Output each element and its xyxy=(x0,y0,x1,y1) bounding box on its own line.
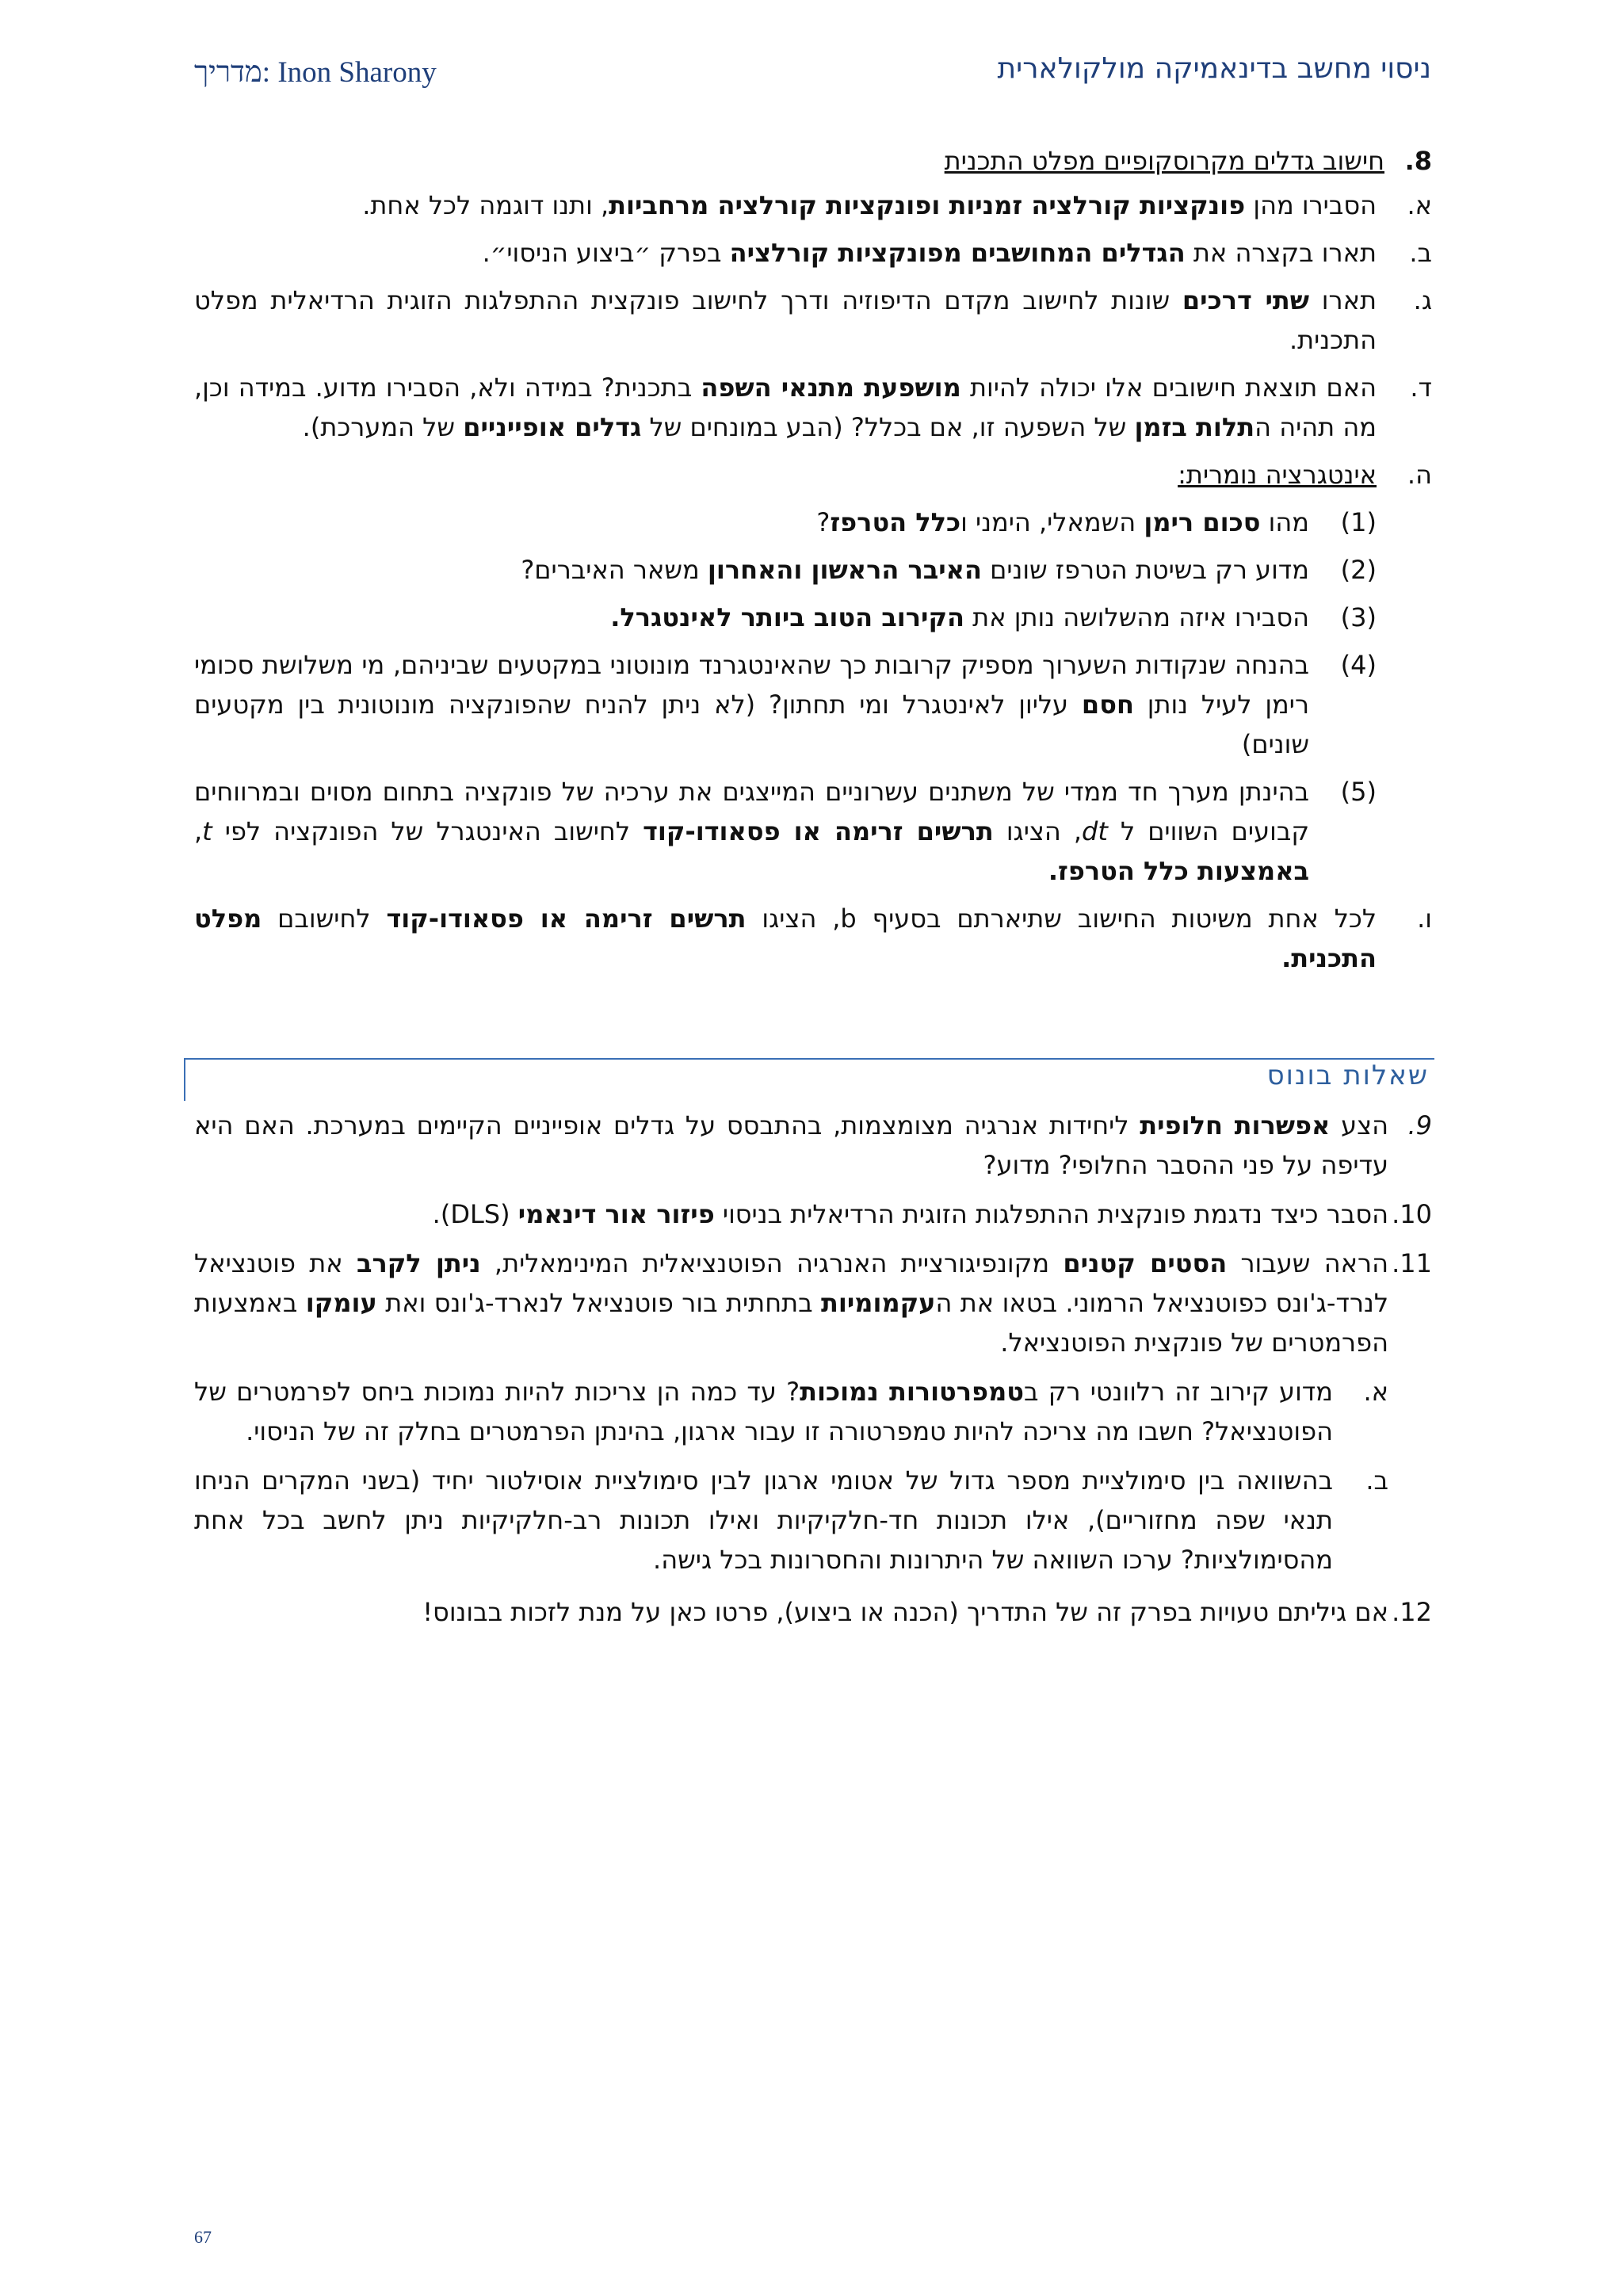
text: עליון לאינטגרל ומי תחתון? (לא ניתן להניח שהפונקציה מונוטונית בין מקטעים שונים) xyxy=(194,690,1309,759)
text: את פוטנציאל לנרד-ג'ונס כפוטנציאל הרמוני. בטאו את ה xyxy=(194,1248,1389,1318)
subitem-marker: (2) xyxy=(1340,555,1377,585)
question-11-b xyxy=(194,1461,1388,1580)
subquestion-marker: ב. xyxy=(1365,1465,1388,1496)
bold-text: תרשים זרימה או פסאודו-קוד xyxy=(386,904,747,934)
item-marker: ב. xyxy=(1409,238,1432,268)
subitem-marker: (4) xyxy=(1340,650,1377,680)
bold-text: סכום רימן xyxy=(1144,507,1261,537)
section-8 xyxy=(194,141,1432,986)
item-text xyxy=(194,899,1377,978)
question-number: 9. xyxy=(1407,1110,1432,1140)
subitem-4 xyxy=(194,645,1377,764)
item-title: אינטגרציה נומרית: xyxy=(1178,460,1377,490)
text: ליחידות אנרגיה מצומצמות, בהתבסס על גדלים אופייניים הקיימים במערכת. האם היא עדיפה על פני ההסבר החלופי? מדוע? xyxy=(194,1110,1388,1180)
question-9 xyxy=(194,1106,1432,1185)
text: השמאלי, הימני ו xyxy=(960,507,1144,537)
bold-text: הסטים קטנים xyxy=(1063,1248,1228,1278)
text: בפרק ״ביצוע הניסוי״. xyxy=(482,238,730,268)
question-11 xyxy=(194,1244,1432,1362)
text: הצע xyxy=(1330,1110,1389,1140)
text: של המערכת). xyxy=(302,412,464,442)
subitem-5 xyxy=(194,772,1377,891)
bold-text: פיזור אור דינאמי xyxy=(517,1199,715,1229)
bold-text: חסם xyxy=(1081,690,1134,720)
subitem-text xyxy=(194,502,1309,542)
text: משאר האיברים? xyxy=(521,555,708,585)
bold-text: עקמומיות xyxy=(821,1288,936,1318)
bold-text: עומקו xyxy=(305,1288,377,1318)
bold-text: אפשרות חלופית xyxy=(1140,1110,1331,1140)
text: בהינתן מערך חד ממדי של משתנים עשרוניים המייצגים את ערכיה של פונקציה בתחום מסוים ובמרווחים קבועים השווים ל xyxy=(194,777,1310,846)
bold-text: הקירוב הטוב ביותר לאינטגרל. xyxy=(610,602,964,632)
page-number: 67 xyxy=(194,2227,212,2247)
question-number: 11. xyxy=(1392,1248,1432,1278)
header-course-title: ניסוי מחשב בדינאמיקה מולקולארית xyxy=(997,52,1431,85)
question-12 xyxy=(194,1592,1432,1632)
item-c xyxy=(194,281,1432,360)
item-text xyxy=(194,233,1377,273)
text: מקונפיגורציית האנרגיה הפוטנציאלית המינימאלית, xyxy=(480,1248,1064,1278)
question-11-a xyxy=(194,1372,1388,1451)
text: של השפעה זו, אם בכלל? (הבע במונחים של xyxy=(641,412,1135,442)
subitem-2 xyxy=(194,550,1377,590)
item-a xyxy=(194,185,1432,225)
question-10 xyxy=(194,1194,1432,1234)
subitem-text xyxy=(194,645,1309,764)
section-number: 8. xyxy=(1404,146,1432,176)
subitem-marker: (1) xyxy=(1340,507,1377,537)
text: מדוע רק בשיטת הטרפז שונים xyxy=(981,555,1309,585)
item-marker: ו. xyxy=(1417,904,1432,934)
bold-text: מושפעת מתנאי השפה xyxy=(701,372,961,403)
bold-text: טמפרטורות נמוכות xyxy=(800,1377,1024,1407)
text: מהו xyxy=(1260,507,1309,537)
text: לחישוב האינטגרל של הפונקציה לפי xyxy=(212,816,643,846)
subquestion-marker: א. xyxy=(1363,1377,1388,1407)
subitem-marker: (3) xyxy=(1340,602,1377,632)
text: בתכנית? במידה ולא, הסבירו מדוע. במידה וכן, מה תהיה ה xyxy=(194,372,1377,442)
item-text xyxy=(194,368,1377,447)
subitem-text xyxy=(194,550,1309,590)
item-d xyxy=(194,368,1432,447)
bold-text: ניתן לקרב xyxy=(356,1248,481,1278)
subitem-text xyxy=(194,598,1309,637)
item-text xyxy=(194,185,1377,225)
item-marker: ג. xyxy=(1413,285,1432,315)
bold-text: באמצעות כלל הטרפז. xyxy=(1048,856,1309,886)
item-b xyxy=(194,233,1432,273)
text: הראה שעבור xyxy=(1227,1248,1388,1278)
subitem-1 xyxy=(194,502,1377,542)
bold-text: מפלט התכנית. xyxy=(194,904,1377,973)
bold-text: הגדלים המחושבים מפונקציות קורלציה xyxy=(729,238,1186,268)
bold-text: פונקציות קורלציה זמניות ופונקציות קורלציה מרחביות xyxy=(609,190,1246,220)
bold-text: כלל הטרפז xyxy=(830,507,961,537)
question-text xyxy=(194,1106,1388,1185)
item-marker: ד. xyxy=(1410,372,1432,403)
section-title: חישוב גדלים מקרוסקופיים מפלט התכנית xyxy=(944,146,1384,176)
text: הסבירו מהן xyxy=(1245,190,1377,220)
text: לחישובם xyxy=(262,904,387,934)
text: ? xyxy=(816,507,831,537)
bold-text: שתי דרכים xyxy=(1182,285,1310,315)
text: (DLS). xyxy=(432,1199,518,1229)
subitem-marker: (5) xyxy=(1340,777,1377,807)
item-marker: ה. xyxy=(1407,460,1432,490)
subquestion-text: בהשוואה בין סימולציית מספר גדול של אטומי ארגון לבין סימולציית אוסילטור יחיד (בשני המקרים הניחו תנאי שפה מחזוריים), אילו תכונות חד-חלקיקיות ואילו תכונות רב-חלקיקיות ניתן לחשב בכל אחת מהסימולציות? ערכו השוואה של היתרונות והחסרונות בכל גישה. xyxy=(194,1465,1333,1575)
reference-letter: b xyxy=(840,904,857,934)
italic-symbol: t xyxy=(202,816,212,846)
text: שונות לחישוב מקדם הדיפוזיה ודרך לחישוב פונקצית ההתפלגות הזוגית הרדיאלית מפלט התכנית. xyxy=(194,285,1377,355)
text: האם תוצאת חישובים אלו יכולה להיות xyxy=(960,372,1377,403)
bold-text: תרשים זרימה או פסאודו-קוד xyxy=(643,816,994,846)
bold-text: תלות בזמן xyxy=(1134,412,1255,442)
text: בתחתית בור פוטנציאל לנארד-ג'ונס ואת xyxy=(376,1288,822,1318)
question-text: אם גיליתם טעויות בפרק זה של התדריך (הכנה או ביצוע), פרטו כאן על מנת לזכות בבונוס! xyxy=(422,1597,1388,1627)
subitem-3 xyxy=(194,598,1377,637)
text: , הציגו xyxy=(746,904,841,934)
text: , הציגו xyxy=(993,816,1083,846)
item-text xyxy=(194,281,1377,360)
bold-text: גדלים אופייניים xyxy=(463,412,642,442)
text: תארו xyxy=(1309,285,1377,315)
question-text xyxy=(194,1244,1388,1362)
question-text xyxy=(194,1194,1388,1234)
item-e xyxy=(194,455,1432,495)
bonus-divider xyxy=(184,1058,1434,1101)
text: , ותנו דוגמה לכל אחת. xyxy=(362,190,609,220)
text: ? עד כמה הן צריכות להיות נמוכות ביחס לפרמטרים של הפוטנציאל? חשבו מה צריכה להיות טמפרטורה זו עבור ארגון, בהינתן הפרמטרים בחלק זה של הניסוי. xyxy=(194,1377,1333,1446)
bold-text: האיבר הראשון והאחרון xyxy=(707,555,982,585)
text: תארו בקצרה את xyxy=(1185,238,1377,268)
header-instructor: Inon Sharony :מדריך xyxy=(194,56,437,89)
item-f xyxy=(194,899,1432,978)
bonus-heading: שאלות בונוס xyxy=(1266,1060,1429,1091)
subquestion-text xyxy=(194,1372,1333,1451)
text: מדוע קירוב זה רלוונטי רק ב xyxy=(1024,1377,1334,1407)
question-number: 12. xyxy=(1392,1597,1432,1627)
italic-symbol: dt xyxy=(1082,816,1108,846)
bonus-questions xyxy=(194,1106,1432,1641)
item-marker: א. xyxy=(1407,190,1432,220)
text: בהנחה שנקודות השערוך מספיק קרובות כך שהאינטגרנד מונוטוני במקטעים שביניהם, מי משלושת סכומי רימן לעיל נותן xyxy=(194,650,1310,720)
question-number: 10. xyxy=(1392,1199,1432,1229)
text: באמצעות הפרמטרים של פונקצית הפוטנציאל. xyxy=(194,1288,1388,1358)
text: , xyxy=(194,816,203,846)
text: הסבר כיצד נדגמת פונקצית ההתפלגות הזוגית הרדיאלית בניסוי xyxy=(714,1199,1388,1229)
subitem-text xyxy=(194,772,1309,891)
text: הסבירו איזה מהשלושה נותן את xyxy=(964,602,1309,632)
section-8-heading xyxy=(194,141,1432,181)
text: לכל אחת משיטות החישוב שתיארתם בסעיף xyxy=(856,904,1377,934)
